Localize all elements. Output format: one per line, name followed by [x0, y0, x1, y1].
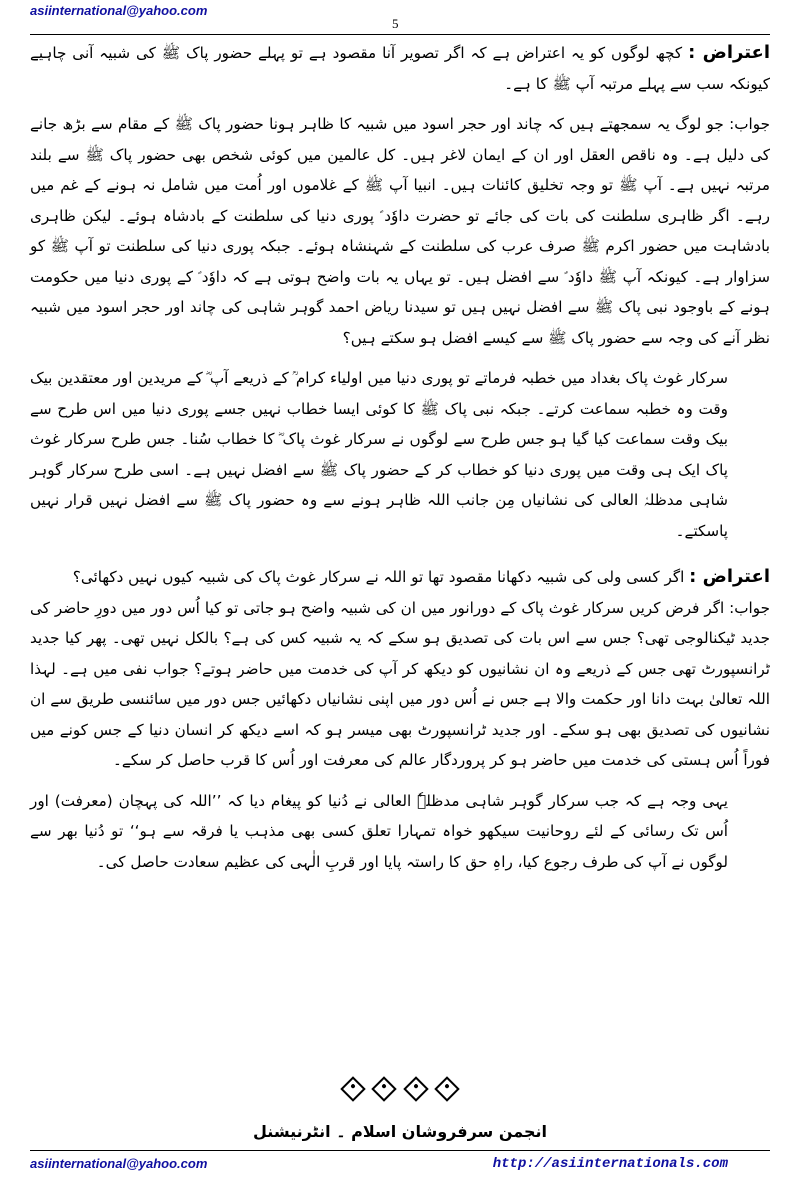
- footer-email[interactable]: asiinternational@yahoo.com: [30, 1156, 208, 1171]
- four-star-ornament-icon: [372, 1076, 397, 1101]
- four-star-ornament-icon: [341, 1076, 366, 1101]
- section-ornament: [0, 1080, 800, 1102]
- objection-1-label: اعتراض :: [688, 42, 771, 63]
- answer-2-paragraph-2: یہی وجہ ہے کہ جب سرکار گوہر شاہی مدظلہٗ العالی نے دُنیا کو پیغام دیا کہ ’’اللہ کی پہچان (معرفت) اور اُس تک رسائی کے لئے روحانیت سیکھو خواہ تمہارا تعلق کسی بھی مذہب یا فرقہ سے ہو‘‘ تو دُنیا بھر سے لوگوں نے آپ کی طرف رجوع کیا، راہِ حق کا راستہ پایا اور قربِ الٰہی کی عظیم سعادت حاصل کی۔: [30, 791, 728, 871]
- four-star-ornament-icon: [403, 1076, 428, 1101]
- objection-1-text: کچھ لوگوں کو یہ اعتراض ہے کہ اگر تصویر آنا مقصود ہے تو پہلے حضور پاک ﷺ کی شبیہ آنی چاہیے کیونکہ سب سے پہلے مرتبہ آپ ﷺ کا ہے۔: [30, 44, 770, 93]
- objection-2-label: اعتراض :: [689, 566, 770, 587]
- organization-title: انجمن سرفروشان اسلام ۔ انٹرنیشنل: [253, 1122, 547, 1141]
- footer-website-link[interactable]: http://asiinternationals.com: [492, 1156, 728, 1172]
- header-divider: [30, 34, 770, 35]
- answer-2-paragraph-1: جواب: اگر فرض کریں سرکار غوث پاک کے دورانور میں ان کی شبیہ واضح ہو جاتی تو کیا اُس دور میں دورِ حاضر کی جدید ٹیکنالوجی تھی؟ جس سے اس بات کی تصدیق ہو سکے کہ یہ شبیہ کس کی ہے؟ بالکل نہیں تھی۔ پھر کیا جدید ٹرانسپورٹ تھی جس کے ذریعے وہ ان نشانیوں کو دیکھ کر آپ کی خدمت میں حاضر ہوتے؟ جواب نفی میں ہے۔ لہذا اللہ تعالیٰ بہت دانا اور حکمت والا ہے جس نے اُس دور میں اپنی نشانیاں دکھائیں جس دور میں سائنسی طریق سے ان نشانیوں کی تصدیق بھی ہو سکے۔ اور جدید ٹرانسپورٹ بھی میسر ہو کہ اسے دیکھ کر انسان دنیا کے جس کونے میں فوراً اُس ہستی کی خدمت میں حاضر ہو کر پروردگار عالم کی معرفت اور اُس کا قرب حاصل کر سکے۔: [30, 598, 770, 769]
- four-star-ornament-icon: [434, 1076, 459, 1101]
- objection-2-text: اگر کسی ولی کی شبیہ دکھانا مقصود تھا تو اللہ نے سرکار غوث پاک کی شبیہ کیوں نہیں دکھائی؟: [72, 568, 685, 586]
- answer-1-paragraph-1: جواب: جو لوگ یہ سمجھتے ہیں کہ چاند اور حجر اسود میں شبیہ کا ظاہر ہونا حضور پاک ﷺ کے مقام سے بڑھ جانے کی دلیل ہے۔ وہ ناقص العقل اور ان کے ایمان لاغر ہیں۔ کل عالمین میں کوئی شخص بھی حضور پاک ﷺ سے بلند مرتبہ نہیں ہے۔ آپ ﷺ تو وجہ تخلیق کائنات ہیں۔ انبیا آپ ﷺ کے غلاموں اور اُمت میں شامل نہ ہونے کے غم میں رہے۔ اگر ظاہری سلطنت کی بات کی جائے تو حضرت داوٗد ؑ پوری دنیا کی سلطنت کے بادشاہ ہوئے۔ لیکن ظاہری بادشاہت میں حضور اکرم ﷺ صرف عرب کی سلطنت کے شہنشاہ ہوئے۔ جبکہ پوری دنیا کی سلطنت تو آپ ﷺ کو سزاوار ہے۔ کیونکہ آپ ﷺ داوٗد ؑ سے افضل ہیں۔ تو یہاں یہ بات واضح ہوتی ہے کہ داوٗد ؑ کے پوری دنیا میں حکومت ہونے کے باوجود نبی پاک ﷺ سے افضل نہیں ہیں تو سیدنا ریاض احمد گوہر شاہی کی چاند اور حجر اسود میں شبیہ نظر آنے کی وجہ سے حضور پاک ﷺ سے کیسے افضل ہو سکتے ہیں؟: [30, 115, 770, 347]
- objection-1: [30, 38, 770, 99]
- objection-2: [30, 562, 770, 593]
- page-number: 5: [392, 16, 399, 31]
- footer-divider: [30, 1150, 770, 1151]
- answer-1-paragraph-2: سرکار غوث پاک بغداد میں خطبہ فرماتے تو پوری دنیا میں اولیاء کرام ؒ کے ذریعے آپ ؓ کے مریدین اور معتقدین بیک وقت وہ خطبہ سماعت کرتے۔ جبکہ نبی پاک ﷺ کا کوئی ایسا خطاب نہیں جسے پوری دنیا میں اس طرح سے بیک وقت سماعت کیا گیا ہو جس طرح سے لوگوں نے سرکار غوث پاک ؓ کا خطاب سُنا۔ جس طرح سرکار غوث پاک ایک ہی وقت میں پوری دنیا کو خطاب کر کے حضور پاک ﷺ سے افضل نہیں ہے۔ اسی طرح سرکار گوہر شاہی مدظلہٗ العالی کی نشانیاں مِن جانب اللہ ظاہر ہونے سے وہ حضور پاک ﷺ سے افضل نہیں قرار نہیں پاسکتے۔: [30, 369, 728, 540]
- article-body: [30, 38, 770, 877]
- header-email[interactable]: asiinternational@yahoo.com: [30, 3, 208, 18]
